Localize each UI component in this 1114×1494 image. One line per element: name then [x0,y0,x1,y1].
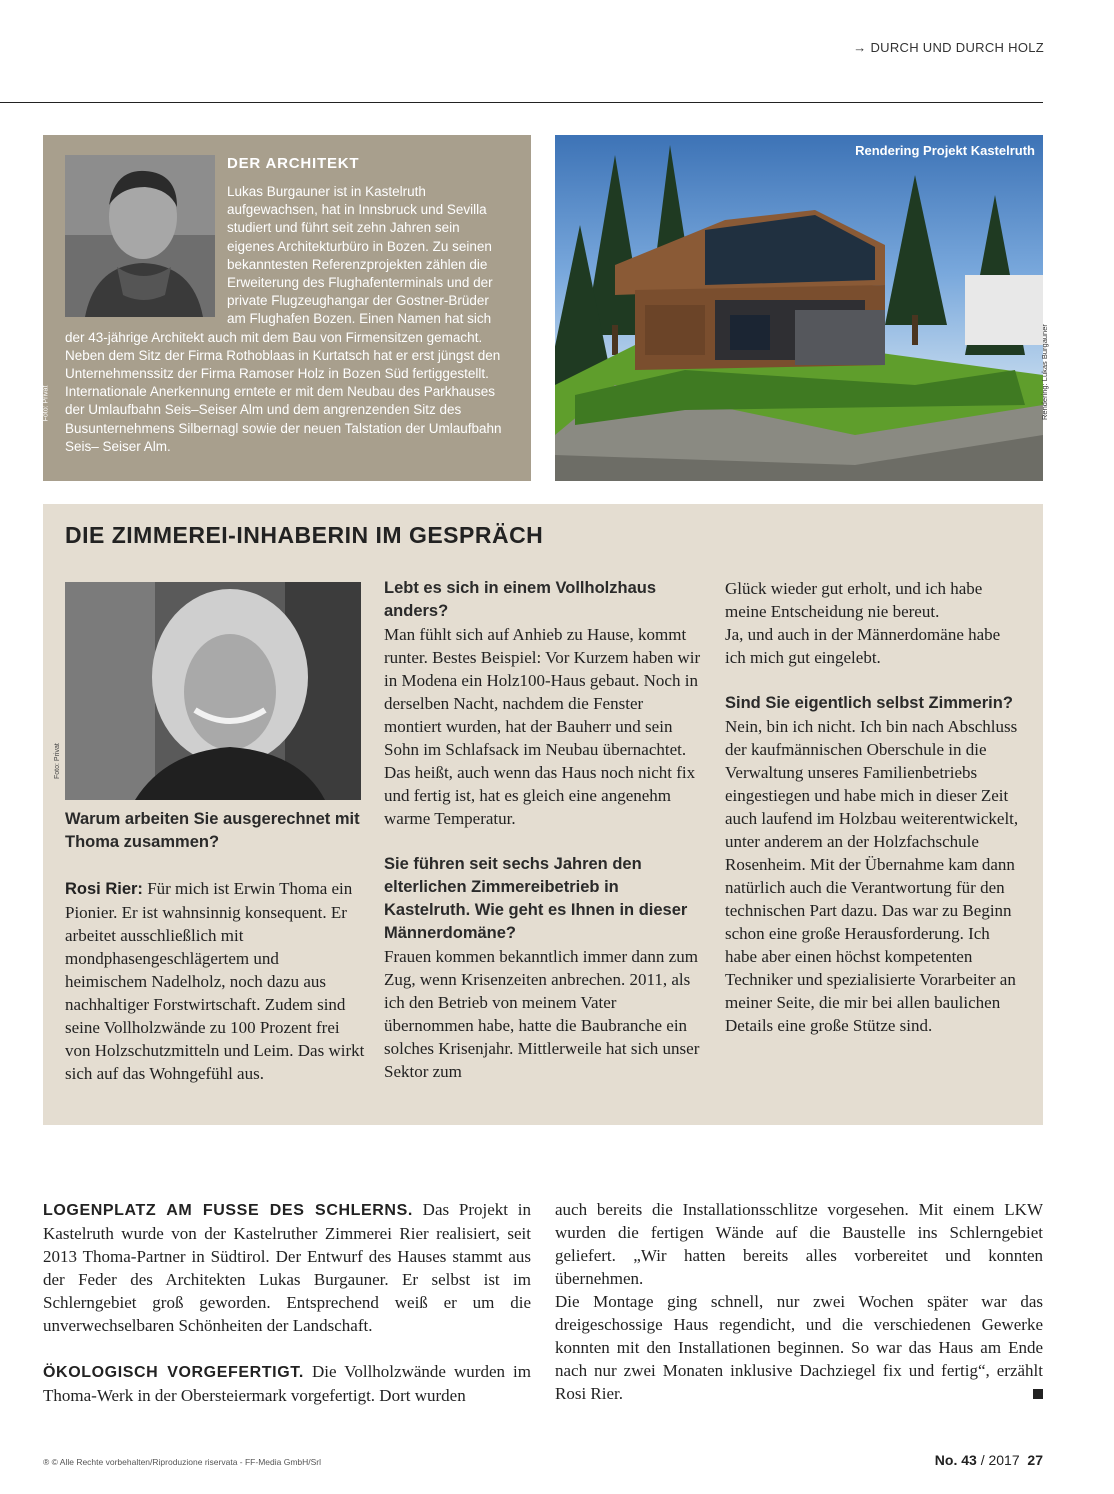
article-text-1: Das Projekt in Kastelruth wurde von der Kastelruther Zimmerei Rier realisiert, seit 2013 Thoma-Partner in Südtirol. Der Entwurf des Hauses stammt aus der Feder des Architekten Lukas Burgauner. Er selbst ist im Schlerngebiet groß geworden. Entsprechend weiß er um die unverwechselbaren Schönheiten der Landschaft. [43,1200,531,1335]
architect-heading: DER ARCHITEKT [227,155,360,172]
answer-speaker: Rosi Rier: [65,880,143,898]
section-label: → DURCH UND DURCH HOLZ [853,40,1044,55]
article-column-2 [555,1198,1043,1405]
top-rule-divider [0,102,1043,103]
article-lead-1: LOGENPLATZ AM FUSSE DES SCHLERNS. [43,1202,413,1219]
interview-answer-3-continued: Glück wieder gut erholt, und ich habe meine Entscheidung nie bereut. [725,579,983,621]
interview-question-3: Sie führen seit sechs Jahren den elterlichen Zimmereibetrieb in Kastelruth. Wie geht es Ihnen in dieser Männerdomäne? [384,855,688,942]
house-rendering-illustration [555,135,1043,481]
end-of-article-mark [1033,1389,1043,1399]
interview-answer-3: Frauen kommen bekanntlich immer dann zum Zug, wenn Krisenzeiten anbrechen. 2011, als ich den Betrieb von meinem Vater übernommen habe, hatte die Baubranche ein solches Krisenjahr. Mittlerweile hat sich unser Sektor zum [384,947,700,1081]
page-number: 27 [1027,1452,1043,1468]
article-text-4: Die Montage ging schnell, nur zwei Wochen später war das dreigeschossige Haus regendicht, und die verschiedenen Gewerke konnten mit den Installationen beginnen. So war das Haus am Ende nach nur zwei Monaten inklusive Dachziegel fix und fertig“, erzählt Rosi Rier. [555,1292,1043,1403]
rosi-photo-credit: Foto: Privat [54,743,61,779]
interview-answer-4: Nein, bin ich nicht. Ich bin nach Abschluss der kaufmännischen Oberschule in die Verwaltung unseres Familienbetriebs eingestiegen und habe mich in dieser Zeit auch laufend im Holzbau weiterentwickelt, unter anderem an der Holzfachschule Rosenheim. Mit der Übernahme kam dann natürlich auch die Verantwortung für den technischen Part dazu. Das war zu Beginn schon eine große Herausforderung. Ich habe aber einen höchst kompetenten Techniker und spezialisierte Vorarbeiter an meiner Seite, die mir bei allen baulichen Details eine große Stütze sind. [725,717,1019,1035]
interview-question-2: Lebt es sich in einem Vollholzhaus anders? [384,579,657,620]
interview-column-1 [65,808,365,1085]
rosi-portrait-illustration [65,582,361,800]
interview-question-4: Sind Sie eigentlich selbst Zimmerin? [725,694,1013,712]
article-lead-2: ÖKOLOGISCH VORGEFERTIGT. [43,1364,304,1381]
rendering-image [555,135,1043,481]
article-paragraph-4 [555,1290,1043,1405]
issue-year: / 2017 [976,1452,1020,1468]
rendering-caption: Rendering Projekt Kastelruth [855,143,1035,158]
interview-answer-1 [65,877,365,1085]
architect-portrait-illustration [65,155,215,317]
architect-bio-text: Lukas Burgauner ist in Kastelruth aufgewachsen, hat in Innsbruck und Sevilla studiert und führt seit zehn Jahren sein eigenes Architekturbüro in Bozen. Zu seinen bekanntesten Referenzprojekten zählen die Erweiterung des Flughafenterminals und der private Flugzeughangar der Gostner-Brüder am Flughafen Bozen. Einen Namen hat sich der 43-jährige Architekt auch mit dem Bau von Firmensitzen gemacht. Neben dem Sitz der Firma Rothoblaas in Kurtatsch hat er erst jüngst den Unternehmenssitz der Firma Ramoser Holz in Bozen Süd fertiggestellt. Internationale Anerkennung erntete er mit dem Neubau des Parkhauses der Umlaufbahn Seis–Seiser Alm und dem angrenzenden Sitz des Busunternehmens Silbernagl sowie der neuen Talstation der Umlaufbahn Seis– Seiser Alm. [65,184,502,454]
interview-heading: DIE ZIMMEREI-INHABERIN IM GESPRÄCH [65,522,544,548]
interview-column-2 [384,577,704,1083]
interview-answer-3-continued-2: Ja, und auch in der Männerdomäne habe ich mich gut eingelebt. [725,625,1001,667]
architect-box [43,135,531,481]
footer-issue-info [935,1452,1043,1468]
rendering-credit: Rendering: Lukas Burgauner [1040,324,1049,420]
footer-copyright: ® © Alle Rechte vorbehalten/Riproduzione riservata - FF-Media GmbH/Srl [43,1457,322,1467]
article-paragraph-1 [43,1198,531,1337]
architect-photo-credit: Foto: Privat [42,385,50,422]
article-paragraph-3: auch bereits die Installationsschlitze vorgesehen. Mit einem LKW wurden die fertigen Wände auf die Baustelle ins Schlerngebiet geliefert. „Wir hatten bereits alles vorbereitet und konnten übernehmen. [555,1200,1043,1288]
article-paragraph-2 [43,1360,531,1407]
interview-answer-2: Man fühlt sich auf Anhieb zu Hause, kommt runter. Bestes Beispiel: Vor Kurzem haben wir in Modena ein Holz100-Haus gebaut. Noch in derselben Nacht, nachdem die Fenster montiert wurden, hat der Bauherr und sein Sohn im Schlafsack im Neubau übernachtet. Das heißt, auch wenn das Haus noch nicht fix und fertig ist, hat es gleich eine angenehm warme Temperatur. [384,625,701,828]
interview-question-1: Warum arbeiten Sie ausgerechnet mit Thoma zusammen? [65,810,360,851]
architect-portrait-photo [65,155,215,317]
interview-column-3 [725,577,1025,1037]
article-text-2: Die Vollholzwände wurden im Thoma-Werk in der Obersteiermark vorgefertigt. Dort wurden [43,1362,531,1405]
article-column-1 [43,1198,531,1407]
rosi-rier-portrait-photo [65,582,361,800]
interview-box [43,504,1043,1125]
issue-label: No. 43 [934,1452,977,1468]
answer-1-text: Für mich ist Erwin Thoma ein Pionier. Er ist wahnsinnig konsequent. Er arbeitet ausschließlich mit mondphasengeschlägertem und heimischem Nadelholz, noch dazu aus nachhaltiger Forstwirtschaft. Zudem sind seine Vollholzwände zu 100 Prozent frei von Holzschutzmitteln und Leim. Das wirkt sich auf das Wohngefühl aus. [65,879,365,1083]
